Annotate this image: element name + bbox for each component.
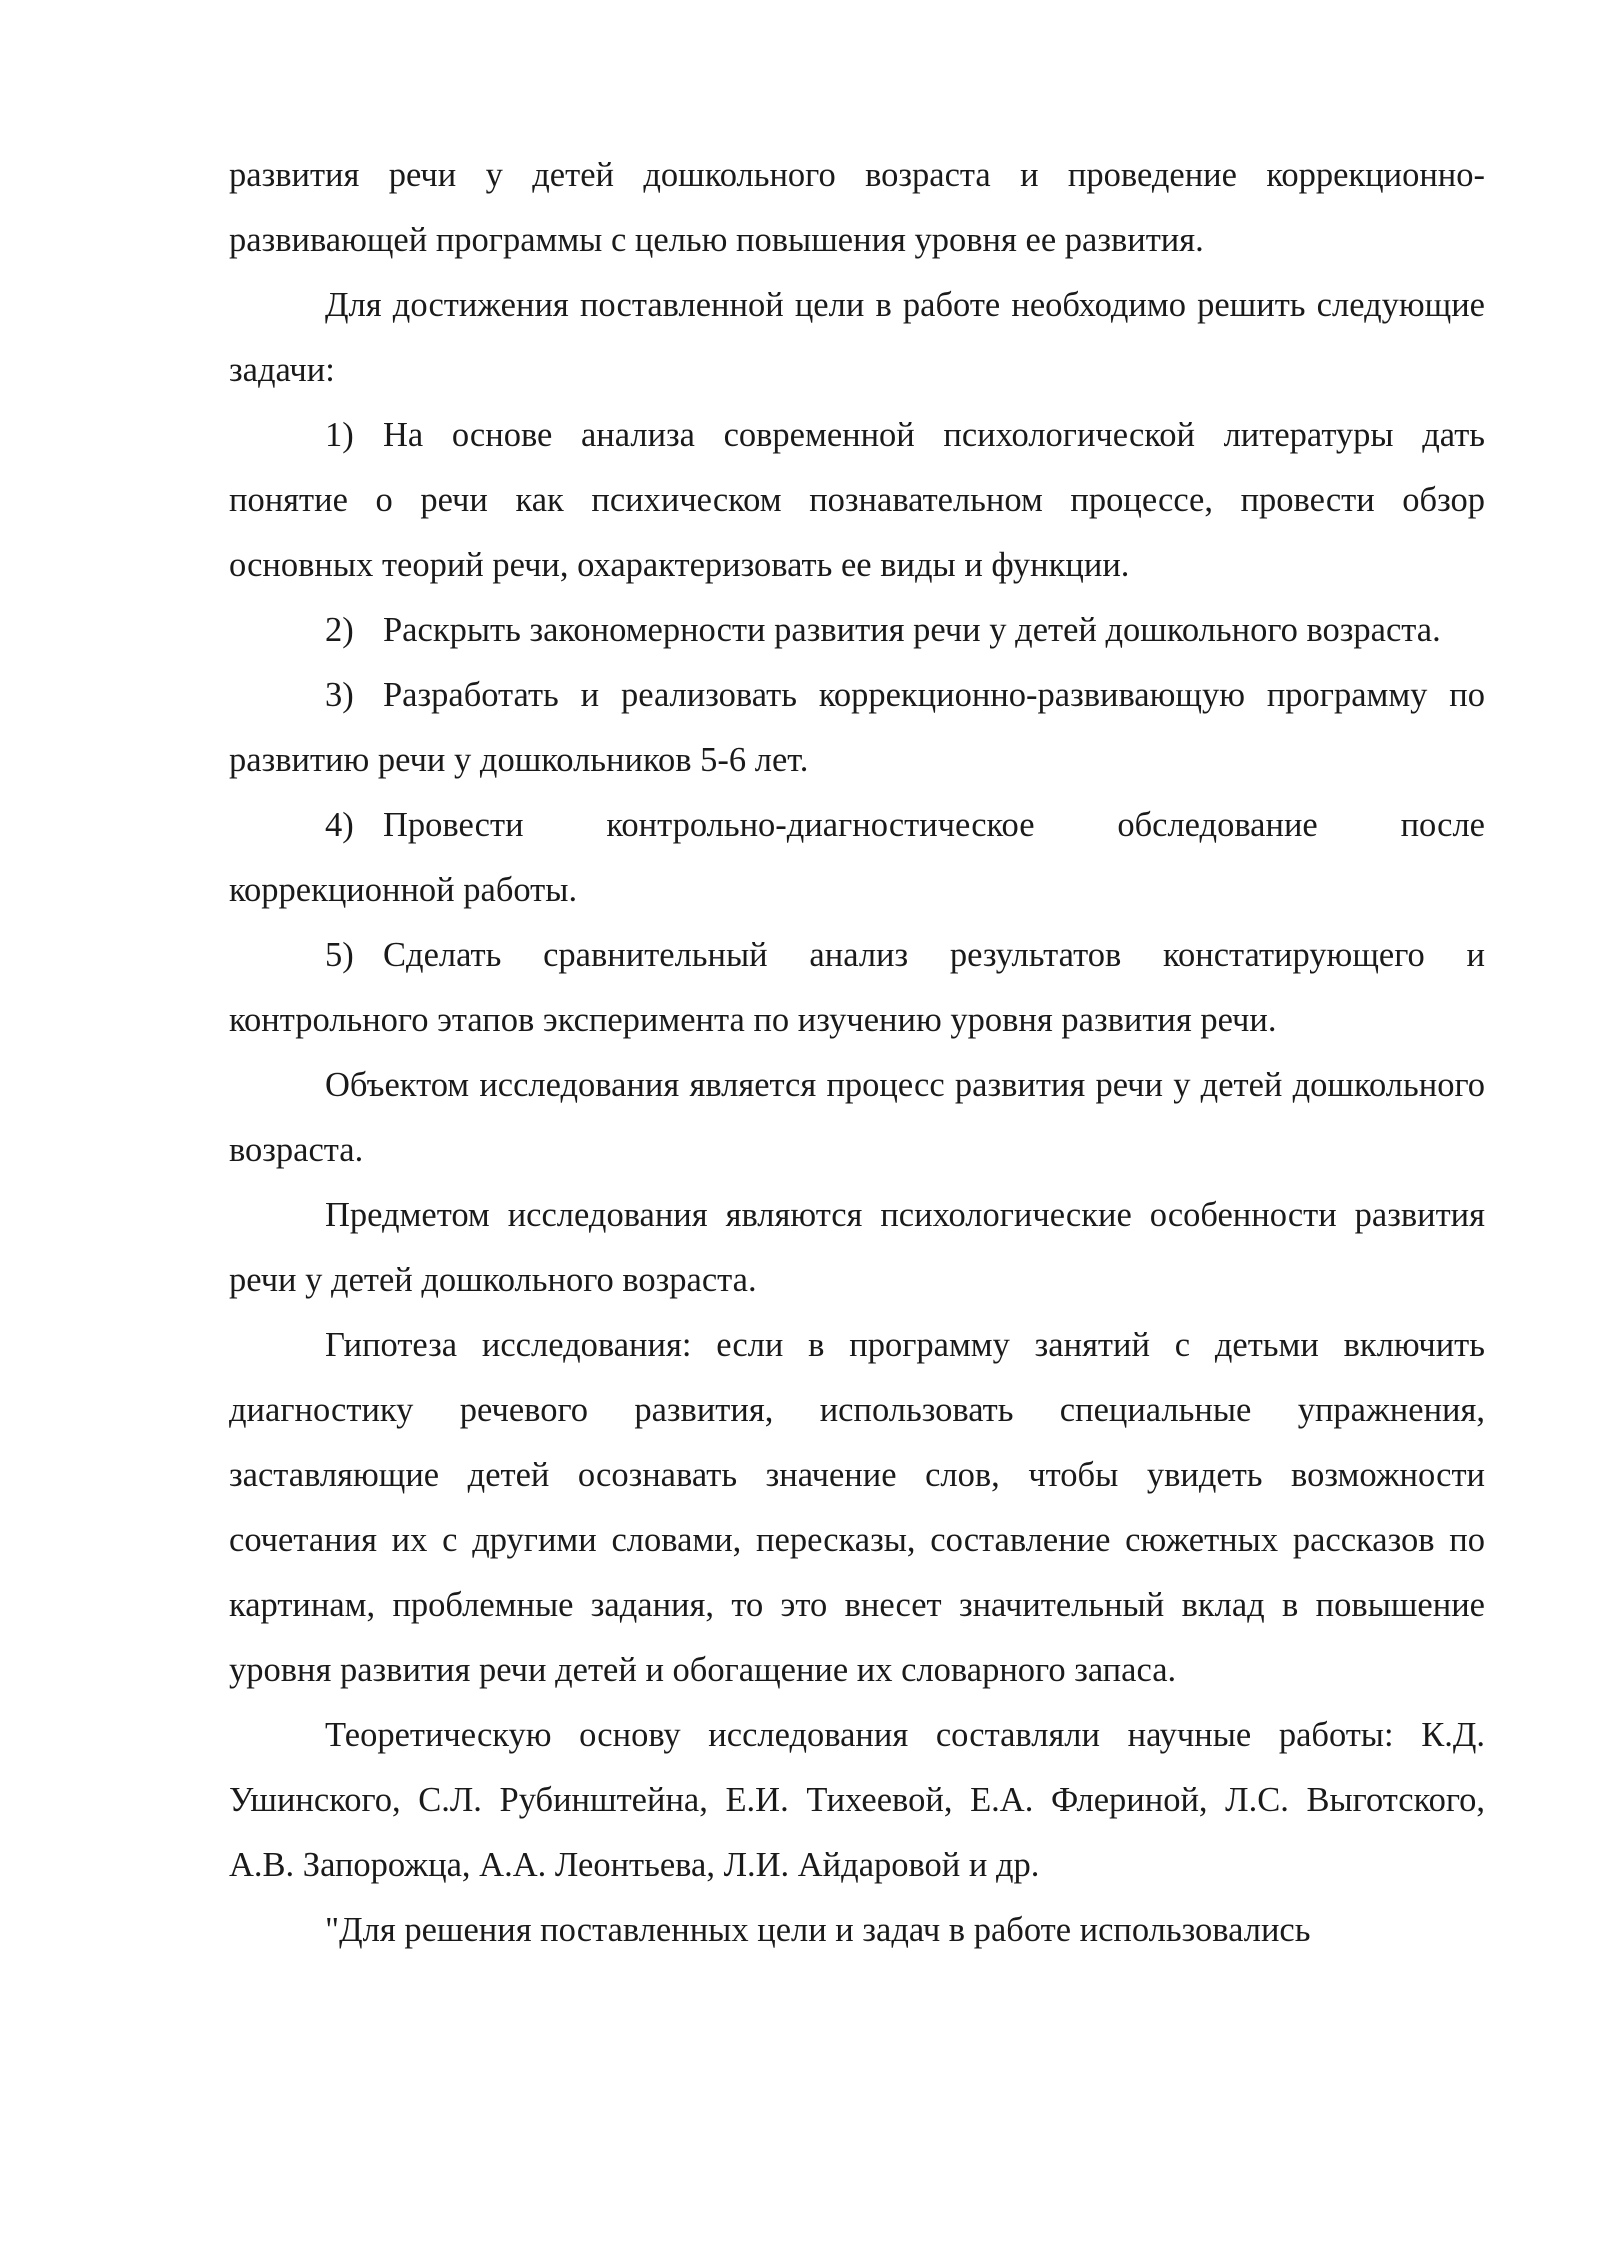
body-text bbox=[229, 143, 1485, 1963]
task-text: Провести контрольно-диагностическое обследование после коррекционной работы. bbox=[229, 806, 1485, 909]
paragraph-theory: Теоретическую основу исследования составляли научные работы: К.Д. Ушинского, С.Л. Рубинштейна, Е.И. Тихеевой, Е.А. Флериной, Л.С. Выготского, А.В. Запорожца, А.А. Леонтьева, Л.И. Айдаровой и др. bbox=[229, 1716, 1485, 1884]
paragraph-goal-continuation: развития речи у детей дошкольного возраста и проведение коррекционно-развивающей программы с целью повышения уровня ее развития. bbox=[229, 156, 1485, 259]
paragraph-methods: "Для решения поставленных цели и задач в работе использовались bbox=[325, 1911, 1311, 1949]
task-text: Раскрыть закономерности развития речи у детей дошкольного возраста. bbox=[383, 611, 1441, 649]
task-number: 4) bbox=[325, 806, 354, 844]
paragraph-tasks-intro: Для достижения поставленной цели в работе необходимо решить следующие задачи: bbox=[229, 286, 1485, 389]
task-item-3 bbox=[229, 663, 1485, 793]
paragraph-hypothesis: Гипотеза исследования: если в программу занятий с детьми включить диагностику речевого развития, использовать специальные упражнения, заставляющие детей осознавать значение слов, чтобы увидеть возможности сочетания их с другими словами, пересказы, составление сюжетных рассказов по картинам, проблемные задания, то это внесет значительный вклад в повышение уровня развития речи детей и обогащение их словарного запаса. bbox=[229, 1326, 1485, 1689]
task-text: Сделать сравнительный анализ результатов констатирующего и контрольного этапов эксперимента по изучению уровня развития речи. bbox=[229, 936, 1485, 1039]
task-item-4 bbox=[229, 793, 1485, 923]
paragraph-object: Объектом исследования является процесс развития речи у детей дошкольного возраста. bbox=[229, 1066, 1485, 1169]
paragraph-subject: Предметом исследования являются психологические особенности развития речи у детей дошкольного возраста. bbox=[229, 1196, 1485, 1299]
task-number: 5) bbox=[325, 936, 354, 974]
task-number: 1) bbox=[325, 416, 354, 454]
task-text: На основе анализа современной психологической литературы дать понятие о речи как психическом познавательном процессе, провести обзор основных теорий речи, охарактеризовать ее виды и функции. bbox=[229, 416, 1485, 584]
task-item-5 bbox=[229, 923, 1485, 1053]
task-text: Разработать и реализовать коррекционно-развивающую программу по развитию речи у дошкольников 5-6 лет. bbox=[229, 676, 1485, 779]
task-item-2 bbox=[229, 598, 1485, 663]
task-item-1 bbox=[229, 403, 1485, 598]
task-number: 2) bbox=[325, 611, 354, 649]
task-number: 3) bbox=[325, 676, 354, 714]
